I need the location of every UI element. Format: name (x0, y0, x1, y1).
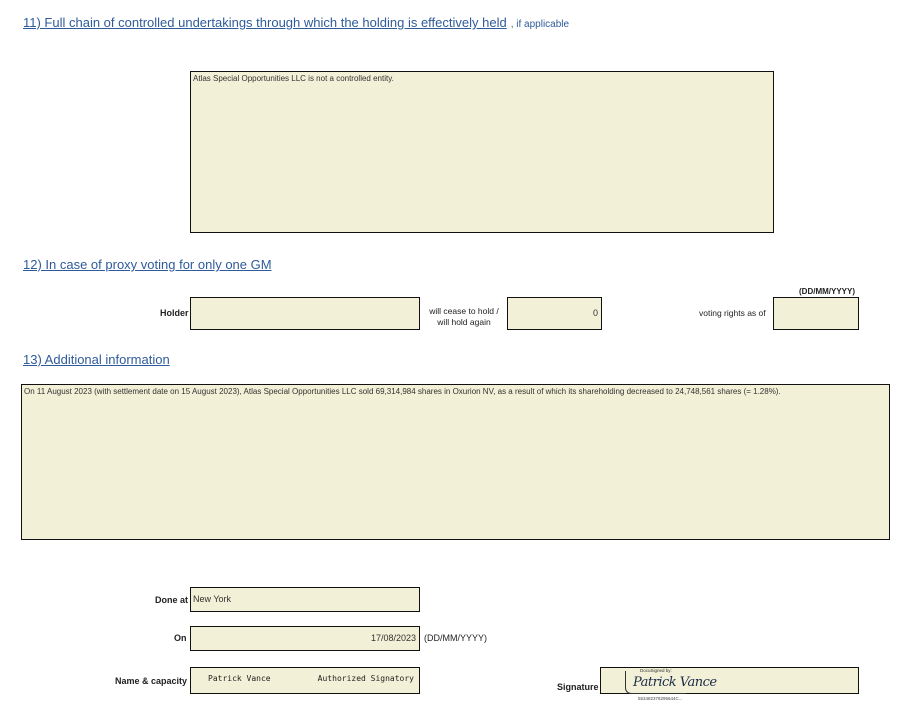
holder-field[interactable] (190, 297, 420, 330)
additional-information-field[interactable] (21, 384, 890, 540)
signature-field[interactable] (600, 667, 859, 694)
cease-hold-field[interactable] (507, 297, 602, 330)
name-capacity-field[interactable] (190, 667, 420, 694)
signature-label: Signature (557, 682, 599, 692)
cease-hold-label (426, 306, 502, 328)
done-at-field[interactable] (190, 587, 420, 612)
cease-hold-label-line2: will hold again (437, 317, 491, 327)
name-value: Patrick Vance (208, 674, 271, 683)
additional-information-text: On 11 August 2023 (with settlement date on 15 August 2023), Atlas Special Opportunities LLC sold 69,314,984 shares in Oxurion NV, as a result of which its shareholding decreased to 24,748,561 shares (= 1.28%). (24, 387, 781, 396)
docusign-header: DocuSigned by: (640, 668, 672, 673)
done-at-value: New York (193, 594, 232, 604)
handwritten-signature: Patrick Vance (633, 675, 717, 690)
voting-rights-date-field[interactable] (773, 297, 859, 330)
on-date-value: 17/08/2023 (370, 633, 416, 643)
section-11-note: , if applicable (510, 19, 570, 30)
controlled-undertakings-text: Atlas Special Opportunities LLC is not a controlled entity. (193, 74, 394, 83)
holder-label: Holder (160, 308, 189, 318)
date-format-label: (DD/MM/YYYY) (799, 287, 855, 296)
section-11-title (23, 15, 569, 30)
controlled-undertakings-field[interactable] (190, 71, 774, 233)
section-13-title: 13) Additional information (23, 352, 170, 367)
name-capacity-label: Name & capacity (115, 676, 188, 686)
voting-rights-label: voting rights as of (699, 308, 766, 318)
on-date-field[interactable] (190, 626, 420, 651)
capacity-value: Authorized Signatory (317, 674, 414, 683)
cease-hold-label-line1: will cease to hold / (429, 306, 499, 316)
cease-hold-value: 0 (592, 308, 598, 318)
on-date-format: (DD/MM/YYYY) (424, 633, 487, 643)
on-label: On (174, 633, 187, 643)
done-at-label: Done at (155, 595, 189, 605)
section-12-title: 12) In case of proxy voting for only one GM (23, 257, 272, 272)
docusign-id: 553482378295644C... (638, 696, 683, 701)
section-11-heading: 11) Full chain of controlled undertakings through which the holding is effectively held (23, 15, 507, 30)
